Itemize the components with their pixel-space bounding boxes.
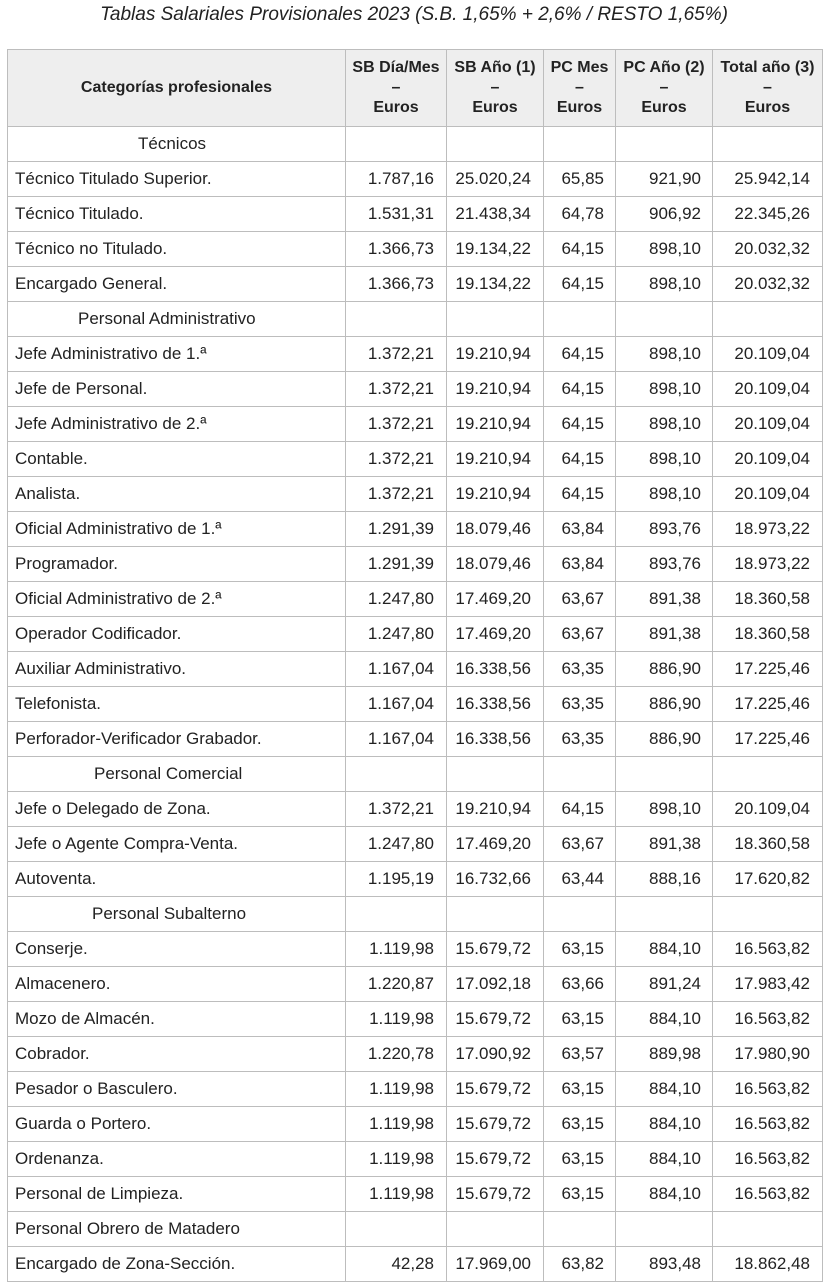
category-label: Operador Codificador.	[8, 617, 346, 652]
cell-total-ano: 20.032,32	[713, 232, 823, 267]
section-row	[8, 1212, 823, 1247]
section-row	[8, 897, 823, 932]
cell-pc-ano: 898,10	[616, 792, 713, 827]
cell-total-ano: 20.109,04	[713, 372, 823, 407]
category-label: Analista.	[8, 477, 346, 512]
cell-sb-ano: 17.469,20	[447, 617, 544, 652]
table-row	[8, 442, 823, 477]
cell-pc-mes	[544, 127, 616, 162]
category-label: Técnico Titulado.	[8, 197, 346, 232]
cell-pc-ano: 891,38	[616, 617, 713, 652]
cell-sb-ano	[447, 127, 544, 162]
cell-pc-ano	[616, 757, 713, 792]
category-label: Jefe de Personal.	[8, 372, 346, 407]
cell-pc-mes: 63,35	[544, 652, 616, 687]
category-label: Guarda o Portero.	[8, 1107, 346, 1142]
header-total-ano	[713, 50, 823, 127]
category-label: Mozo de Almacén.	[8, 1002, 346, 1037]
header-categoria	[8, 50, 346, 127]
cell-sb-ano: 18.079,46	[447, 512, 544, 547]
header-line: Euros	[472, 99, 518, 116]
category-label: Cobrador.	[8, 1037, 346, 1072]
category-label: Técnico no Titulado.	[8, 232, 346, 267]
header-line: Euros	[556, 99, 603, 116]
section-row	[8, 302, 823, 337]
cell-sb-dia-mes	[346, 1212, 447, 1247]
category-label: Encargado de Zona-Sección.	[8, 1247, 346, 1282]
cell-pc-ano: 898,10	[616, 267, 713, 302]
table-row	[8, 1142, 823, 1177]
cell-total-ano: 18.973,22	[713, 512, 823, 547]
cell-sb-ano: 19.134,22	[447, 267, 544, 302]
table-row	[8, 547, 823, 582]
cell-pc-ano	[616, 1212, 713, 1247]
cell-pc-ano: 921,90	[616, 162, 713, 197]
header-line: PC Mes	[550, 59, 609, 76]
cell-sb-ano	[447, 302, 544, 337]
table-row	[8, 792, 823, 827]
cell-total-ano	[713, 302, 823, 337]
cell-sb-ano: 15.679,72	[447, 1002, 544, 1037]
table-row	[8, 617, 823, 652]
table-row	[8, 722, 823, 757]
cell-sb-dia-mes: 1.372,21	[346, 442, 447, 477]
table-caption: Tablas Salariales Provisionales 2023 (S.B. 1,65% + 2,6% / RESTO 1,65%)	[100, 4, 728, 25]
cell-total-ano: 17.225,46	[713, 687, 823, 722]
cell-total-ano: 17.983,42	[713, 967, 823, 1002]
cell-sb-ano	[447, 757, 544, 792]
table-row	[8, 1177, 823, 1212]
table-row	[8, 372, 823, 407]
cell-sb-ano: 17.092,18	[447, 967, 544, 1002]
cell-total-ano: 16.563,82	[713, 932, 823, 967]
category-label: Almacenero.	[8, 967, 346, 1002]
section-label: Personal Subalterno	[8, 897, 346, 932]
section-label: Personal Comercial	[8, 757, 346, 792]
cell-pc-ano: 884,10	[616, 1002, 713, 1037]
cell-pc-ano: 884,10	[616, 1177, 713, 1212]
cell-sb-dia-mes: 1.372,21	[346, 407, 447, 442]
cell-sb-ano: 19.134,22	[447, 232, 544, 267]
section-label: Personal Administrativo	[8, 302, 346, 337]
header-line: SB Día/Mes	[352, 59, 440, 76]
cell-sb-ano: 17.469,20	[447, 582, 544, 617]
cell-sb-dia-mes: 1.220,87	[346, 967, 447, 1002]
cell-pc-mes: 63,67	[544, 827, 616, 862]
category-label: Jefe o Delegado de Zona.	[8, 792, 346, 827]
cell-sb-ano: 16.338,56	[447, 722, 544, 757]
header-line: Euros	[641, 99, 687, 116]
table-row	[8, 652, 823, 687]
cell-pc-mes: 65,85	[544, 162, 616, 197]
cell-pc-ano: 898,10	[616, 477, 713, 512]
table-row	[8, 162, 823, 197]
header-line: –	[659, 79, 669, 96]
cell-sb-dia-mes: 1.167,04	[346, 722, 447, 757]
cell-sb-ano: 21.438,34	[447, 197, 544, 232]
header-line: PC Año (2)	[623, 59, 705, 76]
header-sb-ano	[447, 50, 544, 127]
cell-pc-mes: 63,35	[544, 722, 616, 757]
cell-pc-ano: 886,90	[616, 652, 713, 687]
cell-sb-dia-mes: 1.291,39	[346, 512, 447, 547]
cell-pc-ano: 889,98	[616, 1037, 713, 1072]
cell-total-ano: 20.032,32	[713, 267, 823, 302]
cell-sb-ano: 18.079,46	[447, 547, 544, 582]
cell-pc-mes: 63,82	[544, 1247, 616, 1282]
cell-total-ano: 20.109,04	[713, 792, 823, 827]
cell-pc-mes: 64,15	[544, 407, 616, 442]
table-row	[8, 477, 823, 512]
header-row	[8, 50, 823, 127]
cell-total-ano: 16.563,82	[713, 1177, 823, 1212]
cell-sb-dia-mes: 1.119,98	[346, 1177, 447, 1212]
header-line: –	[575, 79, 584, 96]
cell-sb-ano: 19.210,94	[447, 372, 544, 407]
cell-sb-ano: 16.338,56	[447, 687, 544, 722]
cell-sb-dia-mes: 1.247,80	[346, 617, 447, 652]
cell-pc-ano: 893,76	[616, 512, 713, 547]
cell-total-ano: 18.862,48	[713, 1247, 823, 1282]
cell-total-ano: 18.360,58	[713, 827, 823, 862]
cell-pc-ano: 891,24	[616, 967, 713, 1002]
cell-pc-mes: 63,15	[544, 1177, 616, 1212]
cell-sb-dia-mes: 1.119,98	[346, 1002, 447, 1037]
cell-sb-dia-mes: 1.366,73	[346, 267, 447, 302]
table-row	[8, 1002, 823, 1037]
category-label: Encargado General.	[8, 267, 346, 302]
cell-total-ano	[713, 757, 823, 792]
cell-pc-mes: 64,15	[544, 792, 616, 827]
cell-pc-ano	[616, 302, 713, 337]
cell-total-ano: 17.225,46	[713, 722, 823, 757]
table-row	[8, 337, 823, 372]
category-label: Telefonista.	[8, 687, 346, 722]
table-row	[8, 1107, 823, 1142]
header-line: –	[391, 79, 401, 96]
cell-pc-ano: 891,38	[616, 582, 713, 617]
table-row	[8, 967, 823, 1002]
cell-pc-mes: 64,15	[544, 267, 616, 302]
header-line: Euros	[744, 99, 791, 116]
cell-total-ano: 16.563,82	[713, 1142, 823, 1177]
category-label: Oficial Administrativo de 2.ª	[8, 582, 346, 617]
category-label: Auxiliar Administrativo.	[8, 652, 346, 687]
category-label: Programador.	[8, 547, 346, 582]
cell-total-ano: 20.109,04	[713, 477, 823, 512]
cell-pc-ano: 888,16	[616, 862, 713, 897]
category-label: Conserje.	[8, 932, 346, 967]
cell-pc-mes: 64,78	[544, 197, 616, 232]
cell-total-ano: 18.973,22	[713, 547, 823, 582]
cell-pc-mes: 64,15	[544, 477, 616, 512]
cell-pc-mes: 63,67	[544, 582, 616, 617]
cell-pc-mes: 63,44	[544, 862, 616, 897]
cell-sb-ano: 15.679,72	[447, 1177, 544, 1212]
table-row	[8, 407, 823, 442]
cell-sb-ano: 16.338,56	[447, 652, 544, 687]
cell-sb-dia-mes: 1.220,78	[346, 1037, 447, 1072]
cell-pc-mes: 63,84	[544, 547, 616, 582]
cell-total-ano: 20.109,04	[713, 407, 823, 442]
cell-total-ano	[713, 897, 823, 932]
cell-sb-ano: 19.210,94	[447, 792, 544, 827]
category-label: Perforador-Verificador Grabador.	[8, 722, 346, 757]
cell-pc-mes: 63,15	[544, 1107, 616, 1142]
cell-sb-ano: 17.469,20	[447, 827, 544, 862]
cell-total-ano: 25.942,14	[713, 162, 823, 197]
cell-total-ano: 22.345,26	[713, 197, 823, 232]
cell-pc-ano: 884,10	[616, 1072, 713, 1107]
cell-pc-mes: 63,35	[544, 687, 616, 722]
header-line: –	[763, 79, 772, 96]
cell-pc-ano: 886,90	[616, 687, 713, 722]
header-line: Categorías profesionales	[80, 79, 273, 96]
section-row	[8, 127, 823, 162]
cell-sb-ano	[447, 1212, 544, 1247]
cell-sb-dia-mes: 1.291,39	[346, 547, 447, 582]
cell-sb-dia-mes: 1.119,98	[346, 1142, 447, 1177]
cell-sb-dia-mes: 1.372,21	[346, 372, 447, 407]
cell-pc-ano: 886,90	[616, 722, 713, 757]
category-label: Oficial Administrativo de 1.ª	[8, 512, 346, 547]
cell-total-ano: 17.980,90	[713, 1037, 823, 1072]
cell-pc-ano: 884,10	[616, 1107, 713, 1142]
cell-pc-ano: 898,10	[616, 442, 713, 477]
table-row	[8, 197, 823, 232]
cell-pc-mes: 64,15	[544, 372, 616, 407]
cell-sb-dia-mes: 1.167,04	[346, 687, 447, 722]
cell-pc-ano: 898,10	[616, 372, 713, 407]
cell-pc-mes: 63,15	[544, 932, 616, 967]
cell-pc-mes: 63,67	[544, 617, 616, 652]
cell-sb-ano: 15.679,72	[447, 1072, 544, 1107]
cell-sb-ano: 25.020,24	[447, 162, 544, 197]
cell-sb-ano: 15.679,72	[447, 932, 544, 967]
header-line: –	[490, 79, 500, 96]
cell-sb-dia-mes: 1.195,19	[346, 862, 447, 897]
cell-pc-mes: 64,15	[544, 232, 616, 267]
cell-total-ano: 20.109,04	[713, 337, 823, 372]
cell-pc-ano: 906,92	[616, 197, 713, 232]
cell-pc-ano	[616, 897, 713, 932]
cell-total-ano: 18.360,58	[713, 582, 823, 617]
category-label: Contable.	[8, 442, 346, 477]
cell-total-ano	[713, 1212, 823, 1247]
cell-sb-dia-mes: 1.372,21	[346, 792, 447, 827]
cell-pc-mes: 63,15	[544, 1072, 616, 1107]
category-label: Personal de Limpieza.	[8, 1177, 346, 1212]
category-label: Pesador o Basculero.	[8, 1072, 346, 1107]
cell-pc-mes	[544, 757, 616, 792]
header-line: Total año (3)	[720, 59, 815, 76]
cell-pc-mes: 63,15	[544, 1002, 616, 1037]
category-label: Jefe o Agente Compra-Venta.	[8, 827, 346, 862]
cell-sb-dia-mes: 1.119,98	[346, 1072, 447, 1107]
cell-sb-dia-mes: 1.167,04	[346, 652, 447, 687]
cell-pc-ano: 893,76	[616, 547, 713, 582]
cell-total-ano: 20.109,04	[713, 442, 823, 477]
cell-sb-ano: 17.090,92	[447, 1037, 544, 1072]
header-sb-dia-mes	[346, 50, 447, 127]
cell-pc-mes: 63,15	[544, 1142, 616, 1177]
cell-pc-ano: 898,10	[616, 407, 713, 442]
cell-pc-mes: 64,15	[544, 442, 616, 477]
section-label: Personal Obrero de Matadero	[8, 1212, 346, 1247]
cell-sb-ano: 15.679,72	[447, 1107, 544, 1142]
cell-sb-ano: 19.210,94	[447, 442, 544, 477]
cell-sb-dia-mes: 1.787,16	[346, 162, 447, 197]
cell-pc-mes: 64,15	[544, 337, 616, 372]
table-row	[8, 1037, 823, 1072]
cell-total-ano: 17.620,82	[713, 862, 823, 897]
table-row	[8, 582, 823, 617]
table-row	[8, 862, 823, 897]
cell-pc-mes	[544, 1212, 616, 1247]
category-label: Autoventa.	[8, 862, 346, 897]
table-row	[8, 687, 823, 722]
cell-sb-ano: 19.210,94	[447, 477, 544, 512]
cell-total-ano	[713, 127, 823, 162]
table-row	[8, 267, 823, 302]
cell-sb-ano	[447, 897, 544, 932]
salary-table	[7, 49, 823, 1282]
header-pc-ano	[616, 50, 713, 127]
section-row	[8, 757, 823, 792]
table-row	[8, 512, 823, 547]
cell-pc-mes: 63,84	[544, 512, 616, 547]
header-line: SB Año (1)	[454, 59, 536, 76]
cell-total-ano: 16.563,82	[713, 1107, 823, 1142]
cell-pc-ano	[616, 127, 713, 162]
table-row	[8, 1072, 823, 1107]
cell-sb-dia-mes: 1.119,98	[346, 932, 447, 967]
cell-sb-dia-mes	[346, 127, 447, 162]
cell-pc-ano: 891,38	[616, 827, 713, 862]
cell-sb-dia-mes: 42,28	[346, 1247, 447, 1282]
cell-sb-dia-mes: 1.372,21	[346, 337, 447, 372]
table-row	[8, 1247, 823, 1282]
cell-total-ano: 16.563,82	[713, 1002, 823, 1037]
cell-sb-dia-mes: 1.247,80	[346, 827, 447, 862]
cell-pc-mes	[544, 302, 616, 337]
cell-sb-dia-mes: 1.366,73	[346, 232, 447, 267]
header-pc-mes	[544, 50, 616, 127]
cell-sb-dia-mes	[346, 757, 447, 792]
cell-sb-ano: 16.732,66	[447, 862, 544, 897]
cell-sb-ano: 19.210,94	[447, 407, 544, 442]
cell-sb-dia-mes: 1.531,31	[346, 197, 447, 232]
cell-sb-dia-mes: 1.247,80	[346, 582, 447, 617]
cell-pc-mes	[544, 897, 616, 932]
cell-sb-dia-mes	[346, 302, 447, 337]
cell-pc-ano: 884,10	[616, 932, 713, 967]
cell-sb-ano: 15.679,72	[447, 1142, 544, 1177]
cell-total-ano: 18.360,58	[713, 617, 823, 652]
category-label: Ordenanza.	[8, 1142, 346, 1177]
cell-sb-dia-mes: 1.372,21	[346, 477, 447, 512]
table-row	[8, 827, 823, 862]
cell-pc-ano: 898,10	[616, 232, 713, 267]
cell-total-ano: 16.563,82	[713, 1072, 823, 1107]
cell-pc-ano: 884,10	[616, 1142, 713, 1177]
cell-pc-ano: 898,10	[616, 337, 713, 372]
section-label: Técnicos	[8, 127, 346, 162]
cell-sb-dia-mes	[346, 897, 447, 932]
table-row	[8, 932, 823, 967]
category-label: Técnico Titulado Superior.	[8, 162, 346, 197]
table-row	[8, 232, 823, 267]
cell-pc-mes: 63,66	[544, 967, 616, 1002]
cell-pc-mes: 63,57	[544, 1037, 616, 1072]
cell-sb-ano: 19.210,94	[447, 337, 544, 372]
category-label: Jefe Administrativo de 1.ª	[8, 337, 346, 372]
cell-sb-dia-mes: 1.119,98	[346, 1107, 447, 1142]
table-body	[8, 127, 823, 1282]
cell-sb-ano: 17.969,00	[447, 1247, 544, 1282]
cell-total-ano: 17.225,46	[713, 652, 823, 687]
cell-pc-ano: 893,48	[616, 1247, 713, 1282]
category-label: Jefe Administrativo de 2.ª	[8, 407, 346, 442]
header-line: Euros	[373, 99, 419, 116]
